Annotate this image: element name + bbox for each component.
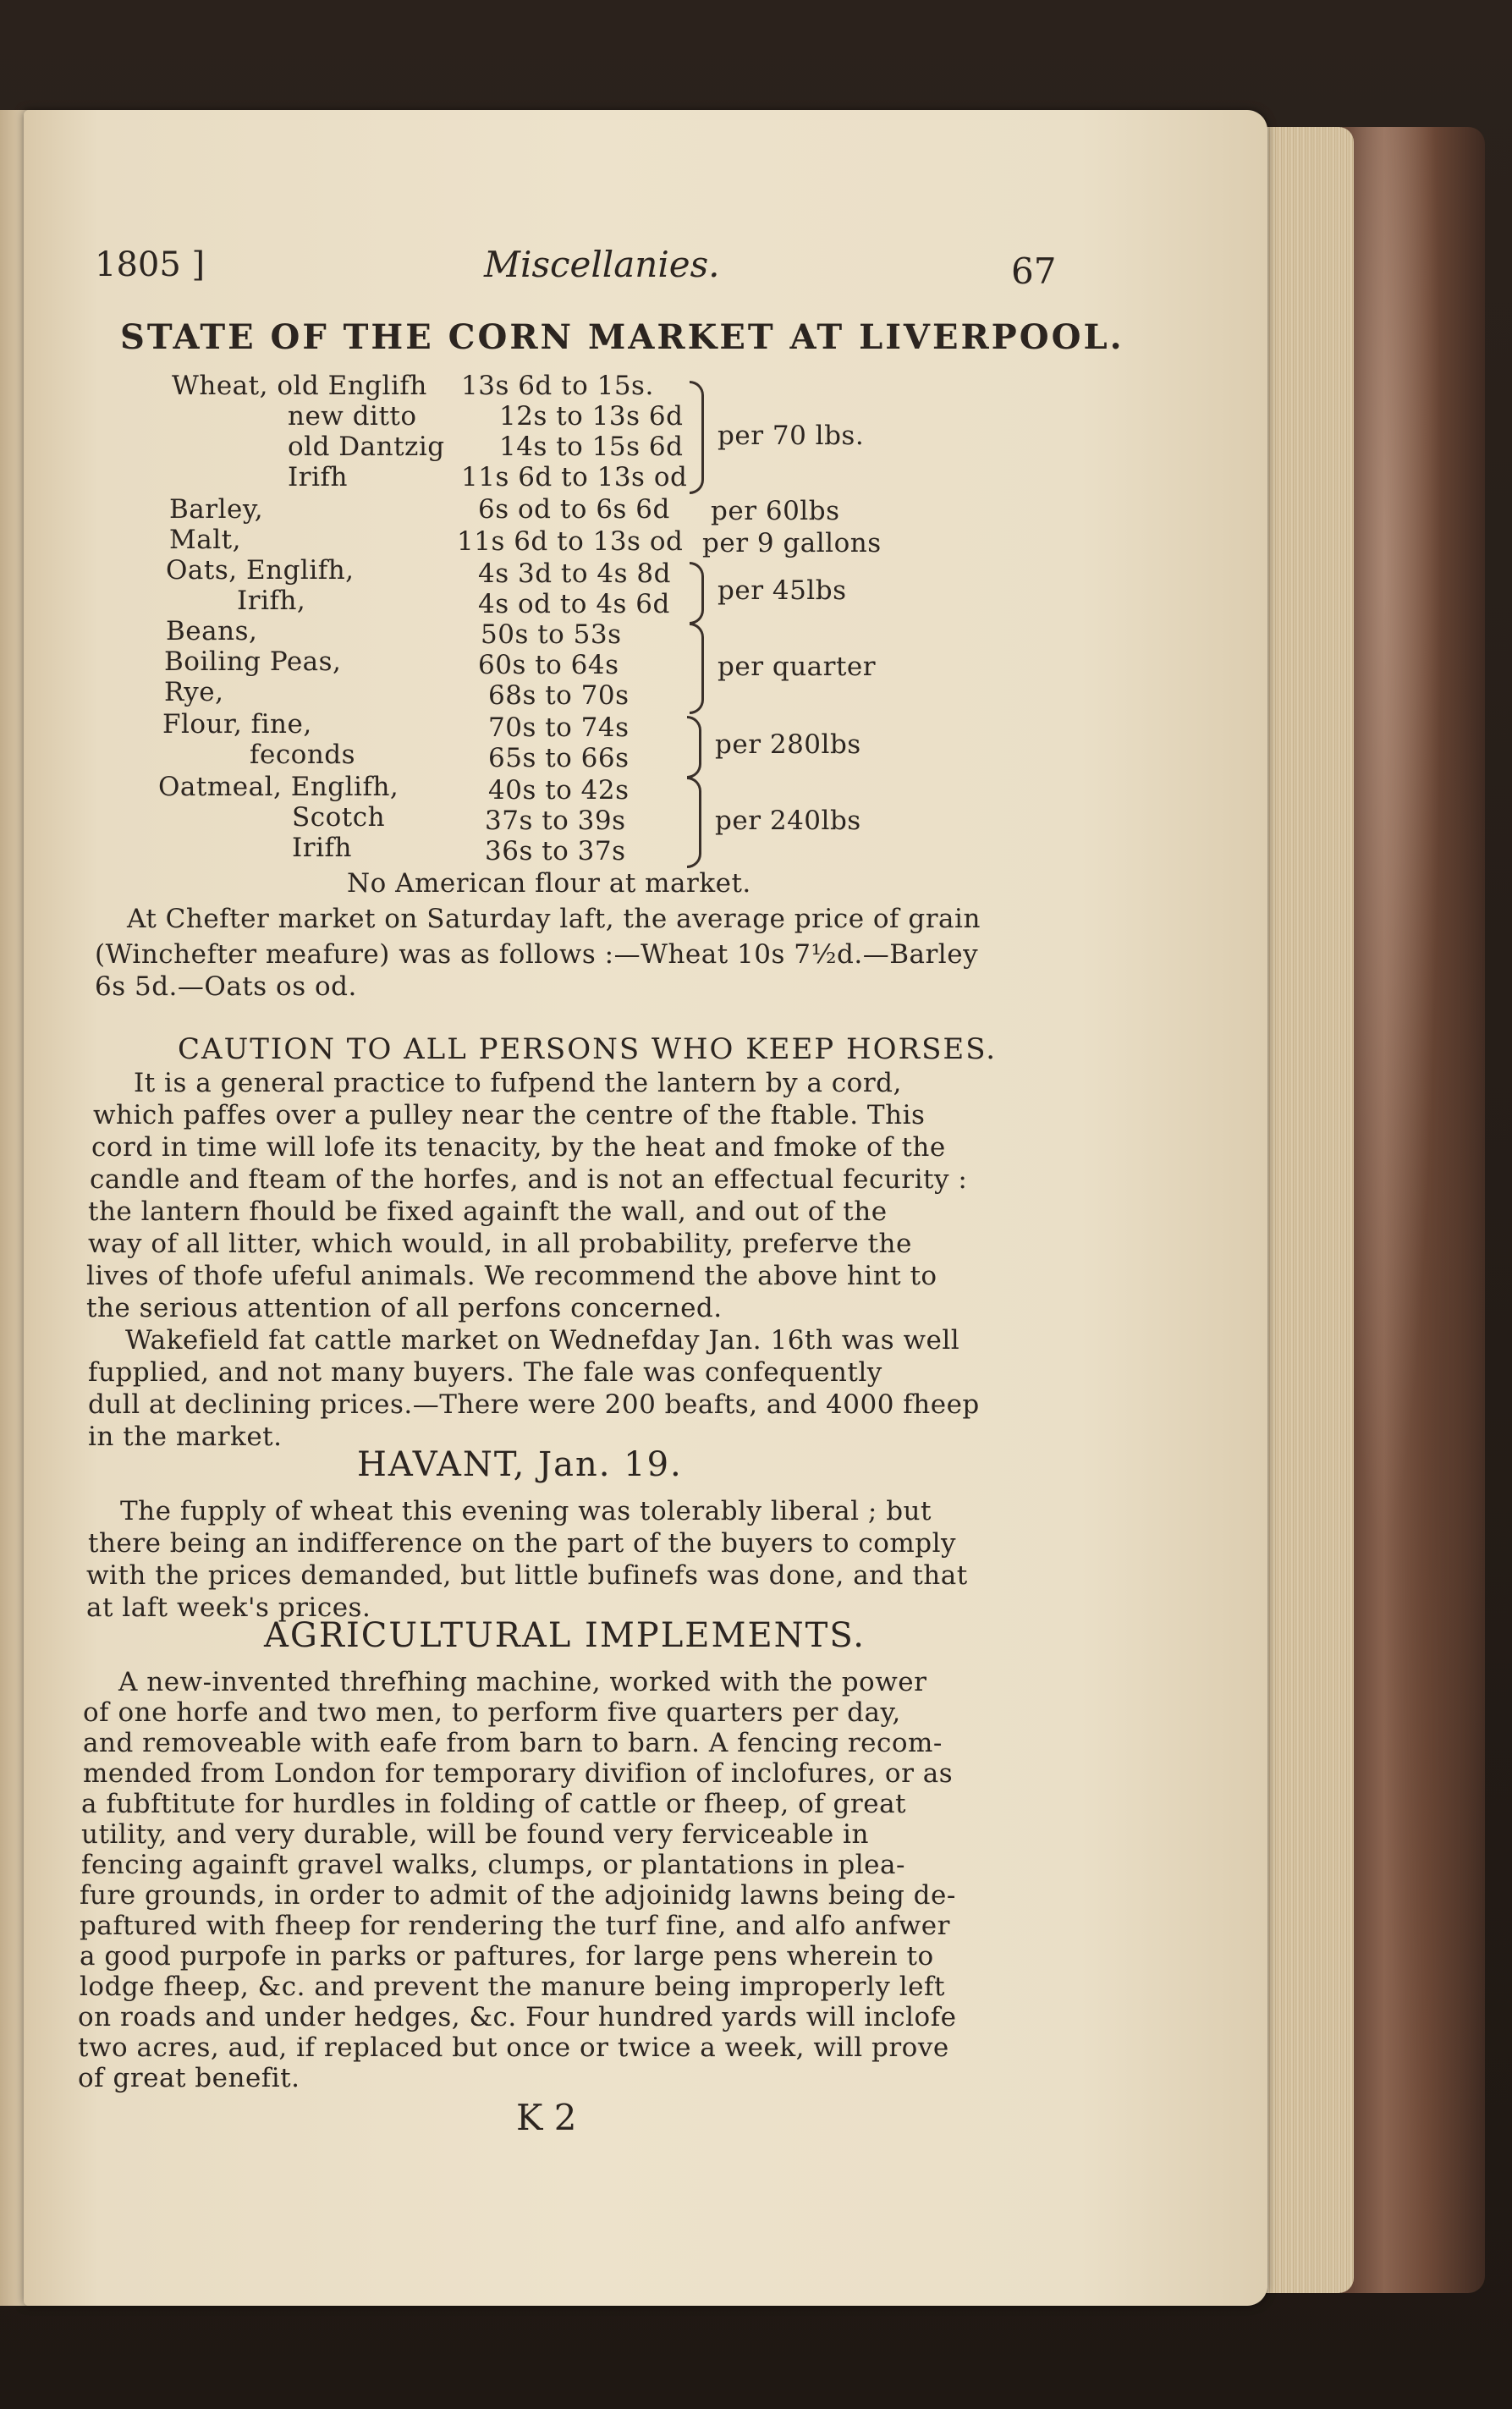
implements-line: of one horfe and two men, to perform five quarters per day, xyxy=(83,1697,901,1728)
market-item: Boiling Peas, xyxy=(164,646,342,677)
market-item: Irifh xyxy=(292,833,352,863)
chester-line: 6s 5d.—Oats os od. xyxy=(95,971,357,1002)
market-price: 37s to 39s xyxy=(485,806,626,836)
implements-line: on roads and under hedges, &c. Four hundred yards will inclofe xyxy=(78,2002,957,2032)
chester-line: At Chefter market on Saturday laft, the average price of grain xyxy=(127,904,981,934)
havant-line: there being an indifference on the part of the buyers to comply xyxy=(88,1528,957,1559)
quarter-brace xyxy=(690,623,704,714)
chester-line: (Winchefter meafure) was as follows :—Wheat 10s 7½d.—Barley xyxy=(95,939,979,970)
implements-line: mended from London for temporary divifion of inclofures, or as xyxy=(83,1758,954,1789)
market-price: 14s to 15s 6d xyxy=(499,432,684,462)
oatmeal-unit: per 240lbs xyxy=(715,806,861,836)
book-cover xyxy=(1341,127,1485,2293)
caution-line: which paffes over a pulley near the centre of the ftable. This xyxy=(93,1100,926,1130)
caution-line: It is a general practice to fufpend the lantern by a cord, xyxy=(134,1068,902,1098)
page-edges xyxy=(1252,127,1354,2293)
implements-line: lodge fheep, &c. and prevent the manure being improperly left xyxy=(80,1972,945,2002)
market-item: Irifh, xyxy=(237,586,306,616)
implements-line: a fubftitute for hurdles in folding of cattle or fheep, of great xyxy=(81,1789,907,1819)
market-item: Oats, Englifh, xyxy=(166,555,355,586)
caution-line: the serious attention of all perfons concerned. xyxy=(86,1293,723,1323)
market-item: Rye, xyxy=(164,677,224,707)
market-price: 68s to 70s xyxy=(488,680,630,711)
implements-title: AGRICULTURAL IMPLEMENTS. xyxy=(264,1616,866,1655)
market-price: 4s 3d to 4s 8d xyxy=(478,558,671,589)
barley-unit: per 60lbs xyxy=(711,496,840,526)
caution-line: candle and fteam of the horfes, and is not an effectual fecurity : xyxy=(90,1164,968,1195)
implements-line: and removeable with eafe from barn to barn. A fencing recom- xyxy=(83,1728,943,1758)
header-year: 1805 ] xyxy=(95,245,206,284)
implements-line: A new-invented threfhing machine, worked with the power xyxy=(118,1667,927,1697)
market-price: 11s 6d to 13s od xyxy=(457,526,684,557)
implements-line: paftured with fheep for rendering the turf fine, and alfo anfwer xyxy=(80,1911,950,1941)
market-item: Beans, xyxy=(166,616,258,646)
havant-line: The fupply of wheat this evening was tolerably liberal ; but xyxy=(120,1496,932,1526)
havant-line: at laft week's prices. xyxy=(86,1592,371,1623)
page-title: STATE OF THE CORN MARKET AT LIVERPOOL. xyxy=(120,317,1124,357)
market-item: Barley, xyxy=(169,494,264,525)
wakefield-line: fupplied, and not many buyers. The fale was confequently xyxy=(88,1357,882,1388)
market-price: 4s od to 4s 6d xyxy=(478,589,670,619)
market-price: 11s 6d to 13s od xyxy=(461,462,688,492)
flour-unit: per 280lbs xyxy=(715,729,861,760)
wakefield-line: Wakefield fat cattle market on Wednefday Jan. 16th was well xyxy=(125,1325,960,1356)
implements-line: of great benefit. xyxy=(78,2063,300,2093)
market-item: Wheat, old Englifh xyxy=(172,371,427,401)
malt-unit: per 9 gallons xyxy=(702,528,882,558)
market-price: 65s to 66s xyxy=(488,743,630,773)
oatmeal-brace xyxy=(687,777,701,868)
implements-line: utility, and very durable, will be found very ferviceable in xyxy=(81,1819,869,1850)
page-number: 67 xyxy=(1011,250,1057,292)
caution-title: CAUTION TO ALL PERSONS WHO KEEP HORSES. xyxy=(178,1032,998,1066)
wheat-unit: per 70 lbs. xyxy=(718,421,865,451)
market-item: old Dantzig xyxy=(288,432,445,462)
market-item: Scotch xyxy=(292,802,386,833)
market-item: Irifh xyxy=(288,462,348,492)
implements-line: fencing againft gravel walks, clumps, or plantations in plea- xyxy=(81,1850,905,1880)
market-price: 50s to 53s xyxy=(481,619,622,650)
market-item: feconds xyxy=(250,740,356,770)
caution-line: lives of thofe ufeful animals. We recommend the above hint to xyxy=(86,1261,937,1291)
market-item: Oatmeal, Englifh, xyxy=(158,772,399,802)
market-note: No American flour at market. xyxy=(347,868,751,899)
implements-line: two acres, aud, if replaced but once or twice a week, will prove xyxy=(78,2032,949,2063)
market-price: 60s to 64s xyxy=(478,650,619,680)
oats-unit: per 45lbs xyxy=(718,575,847,606)
market-price: 13s 6d to 15s. xyxy=(461,371,654,401)
market-item: new ditto xyxy=(288,401,417,432)
signature-mark: K 2 xyxy=(516,2097,577,2138)
wakefield-line: in the market. xyxy=(88,1422,283,1452)
havant-line: with the prices demanded, but little bufinefs was done, and that xyxy=(86,1560,968,1591)
flour-brace xyxy=(687,716,701,778)
wheat-brace xyxy=(690,381,704,494)
market-price: 6s od to 6s 6d xyxy=(478,494,670,525)
oats-brace xyxy=(690,562,704,624)
header-section: Miscellanies. xyxy=(484,244,720,285)
market-price: 12s to 13s 6d xyxy=(499,401,684,432)
havant-title: HAVANT, Jan. 19. xyxy=(357,1445,683,1484)
quarter-unit: per quarter xyxy=(718,652,877,682)
market-price: 36s to 37s xyxy=(485,836,626,866)
implements-line: fure grounds, in order to admit of the adjoinidg lawns being de- xyxy=(80,1880,956,1911)
market-price: 40s to 42s xyxy=(488,775,630,806)
market-item: Flour, fine, xyxy=(162,709,312,740)
implements-line: a good purpofe in parks or paftures, for large pens wherein to xyxy=(80,1941,934,1972)
market-price: 70s to 74s xyxy=(488,712,630,743)
caution-line: cord in time will lofe its tenacity, by the heat and fmoke of the xyxy=(91,1132,946,1163)
caution-line: the lantern fhould be fixed againft the wall, and out of the xyxy=(88,1196,888,1227)
wakefield-line: dull at declining prices.—There were 200 beafts, and 4000 fheep xyxy=(88,1389,980,1420)
caution-line: way of all litter, which would, in all probability, preferve the xyxy=(88,1229,912,1259)
market-item: Malt, xyxy=(169,525,241,555)
